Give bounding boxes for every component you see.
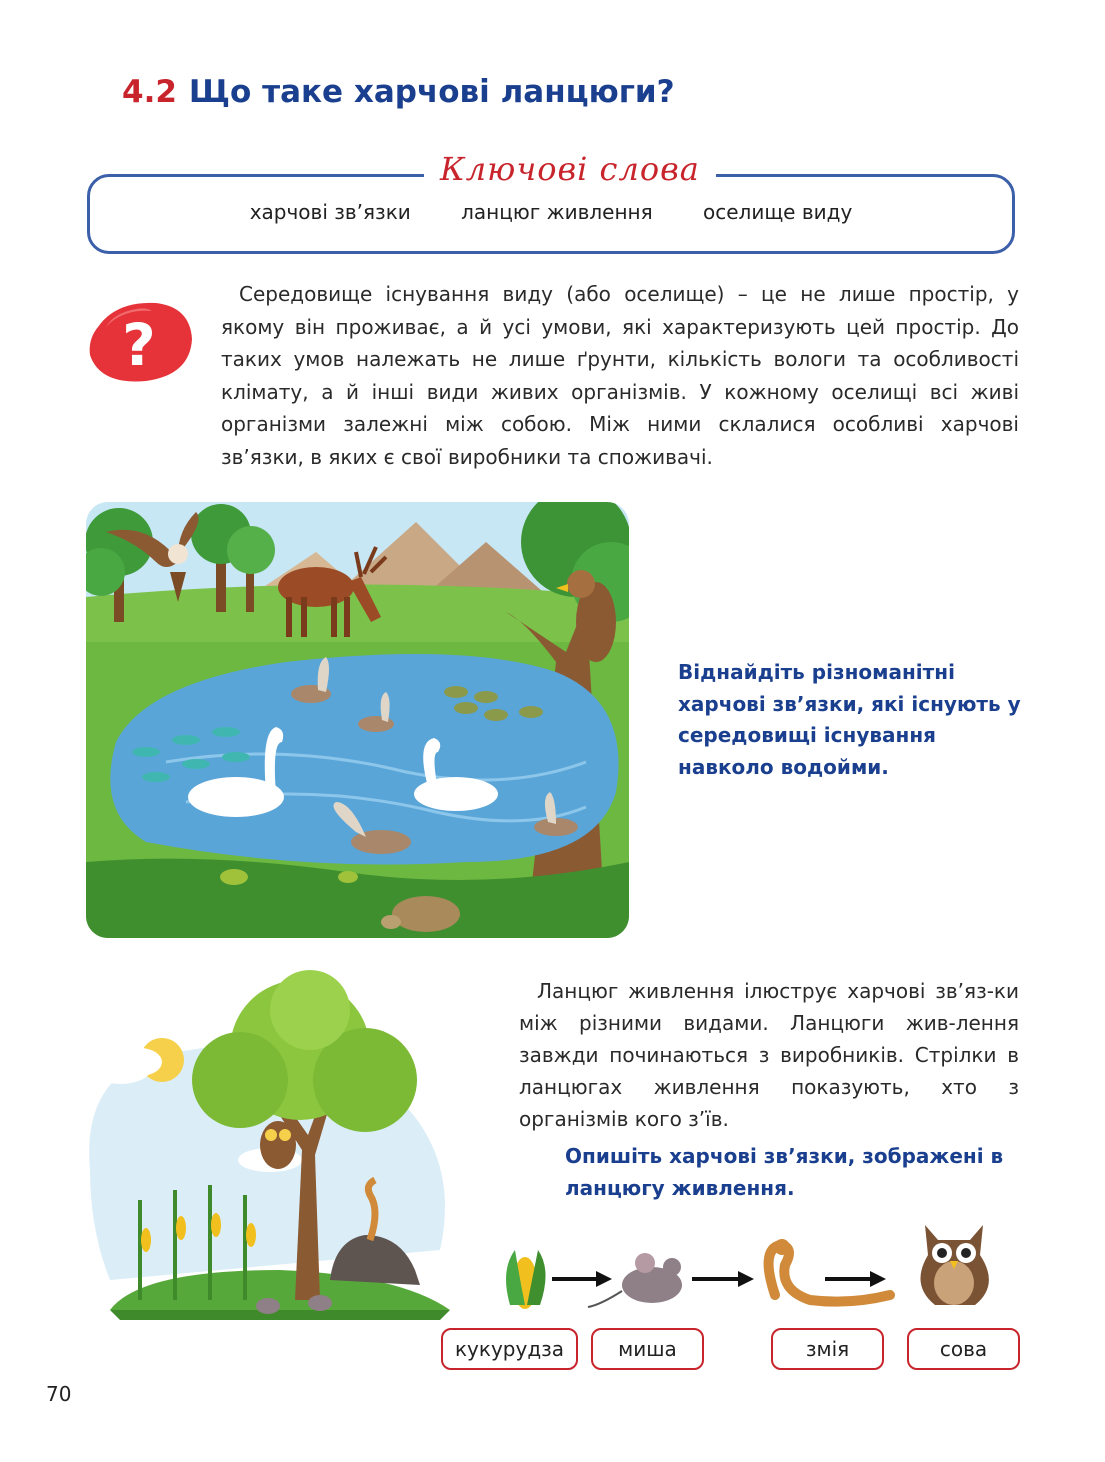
corn-icon [506, 1250, 546, 1309]
task-chain: Опишіть харчові зв’язки, зображені в ланцюгу живлення. [565, 1144, 1004, 1200]
keywords-list [87, 200, 1015, 224]
task-pond: Віднайдіть різноманітні харчові зв’язки, які існують у середовищі існування навколо водойми. [678, 660, 1021, 780]
chain-label-mouse: миша [591, 1328, 704, 1370]
keyword-item: ланцюг живлення [461, 200, 653, 224]
arrow-icon [825, 1271, 886, 1287]
section-heading [122, 74, 675, 110]
arrow-icon [692, 1271, 754, 1287]
keyword-item: харчові зв’язки [249, 200, 411, 224]
section-title: Що таке харчові ланцюги? [188, 74, 675, 110]
pond-ecosystem-illustration [86, 502, 629, 938]
arrow-icon [552, 1271, 612, 1287]
intro-paragraph: Середовище існування виду (або оселище) – це не лише простір, у якому він проживає, а й усі умови, які характеризують цей простір. До таких умов належать не лише ґрунти, кількість вологи та особливості клімату, а й інші види живих організмів. У кожному оселищі всі живі організми залежні між собою. Між ними склалися особливі харчові зв’язки, в яких є свої виробники та споживачі. [221, 282, 1019, 469]
section-number: 4.2 [122, 74, 177, 110]
keyword-item: оселище виду [703, 200, 853, 224]
chain-paragraph: Ланцюг живлення ілюструє харчові зв’яз-ки між різними видами. Ланцюги жив-лення завжди починаються з виробників. Стрілки в ланцюгах живлення показують, хто з організмів кого з’їв. [519, 979, 1019, 1131]
snake-icon [769, 1239, 890, 1302]
svg-text:?: ? [122, 311, 156, 379]
chain-label-corn: кукурудза [441, 1328, 578, 1370]
chain-label-owl: сова [907, 1328, 1020, 1370]
owl-icon [920, 1225, 988, 1305]
food-chain-row [480, 1195, 1040, 1320]
page-number: 70 [46, 1382, 72, 1406]
owl-icon [260, 1121, 296, 1169]
keywords-title: Ключові слова [424, 150, 716, 188]
forest-food-chain-illustration [80, 970, 460, 1330]
question-icon [86, 297, 196, 385]
chain-label-snake: змія [771, 1328, 884, 1370]
tree-icon [192, 970, 417, 1132]
